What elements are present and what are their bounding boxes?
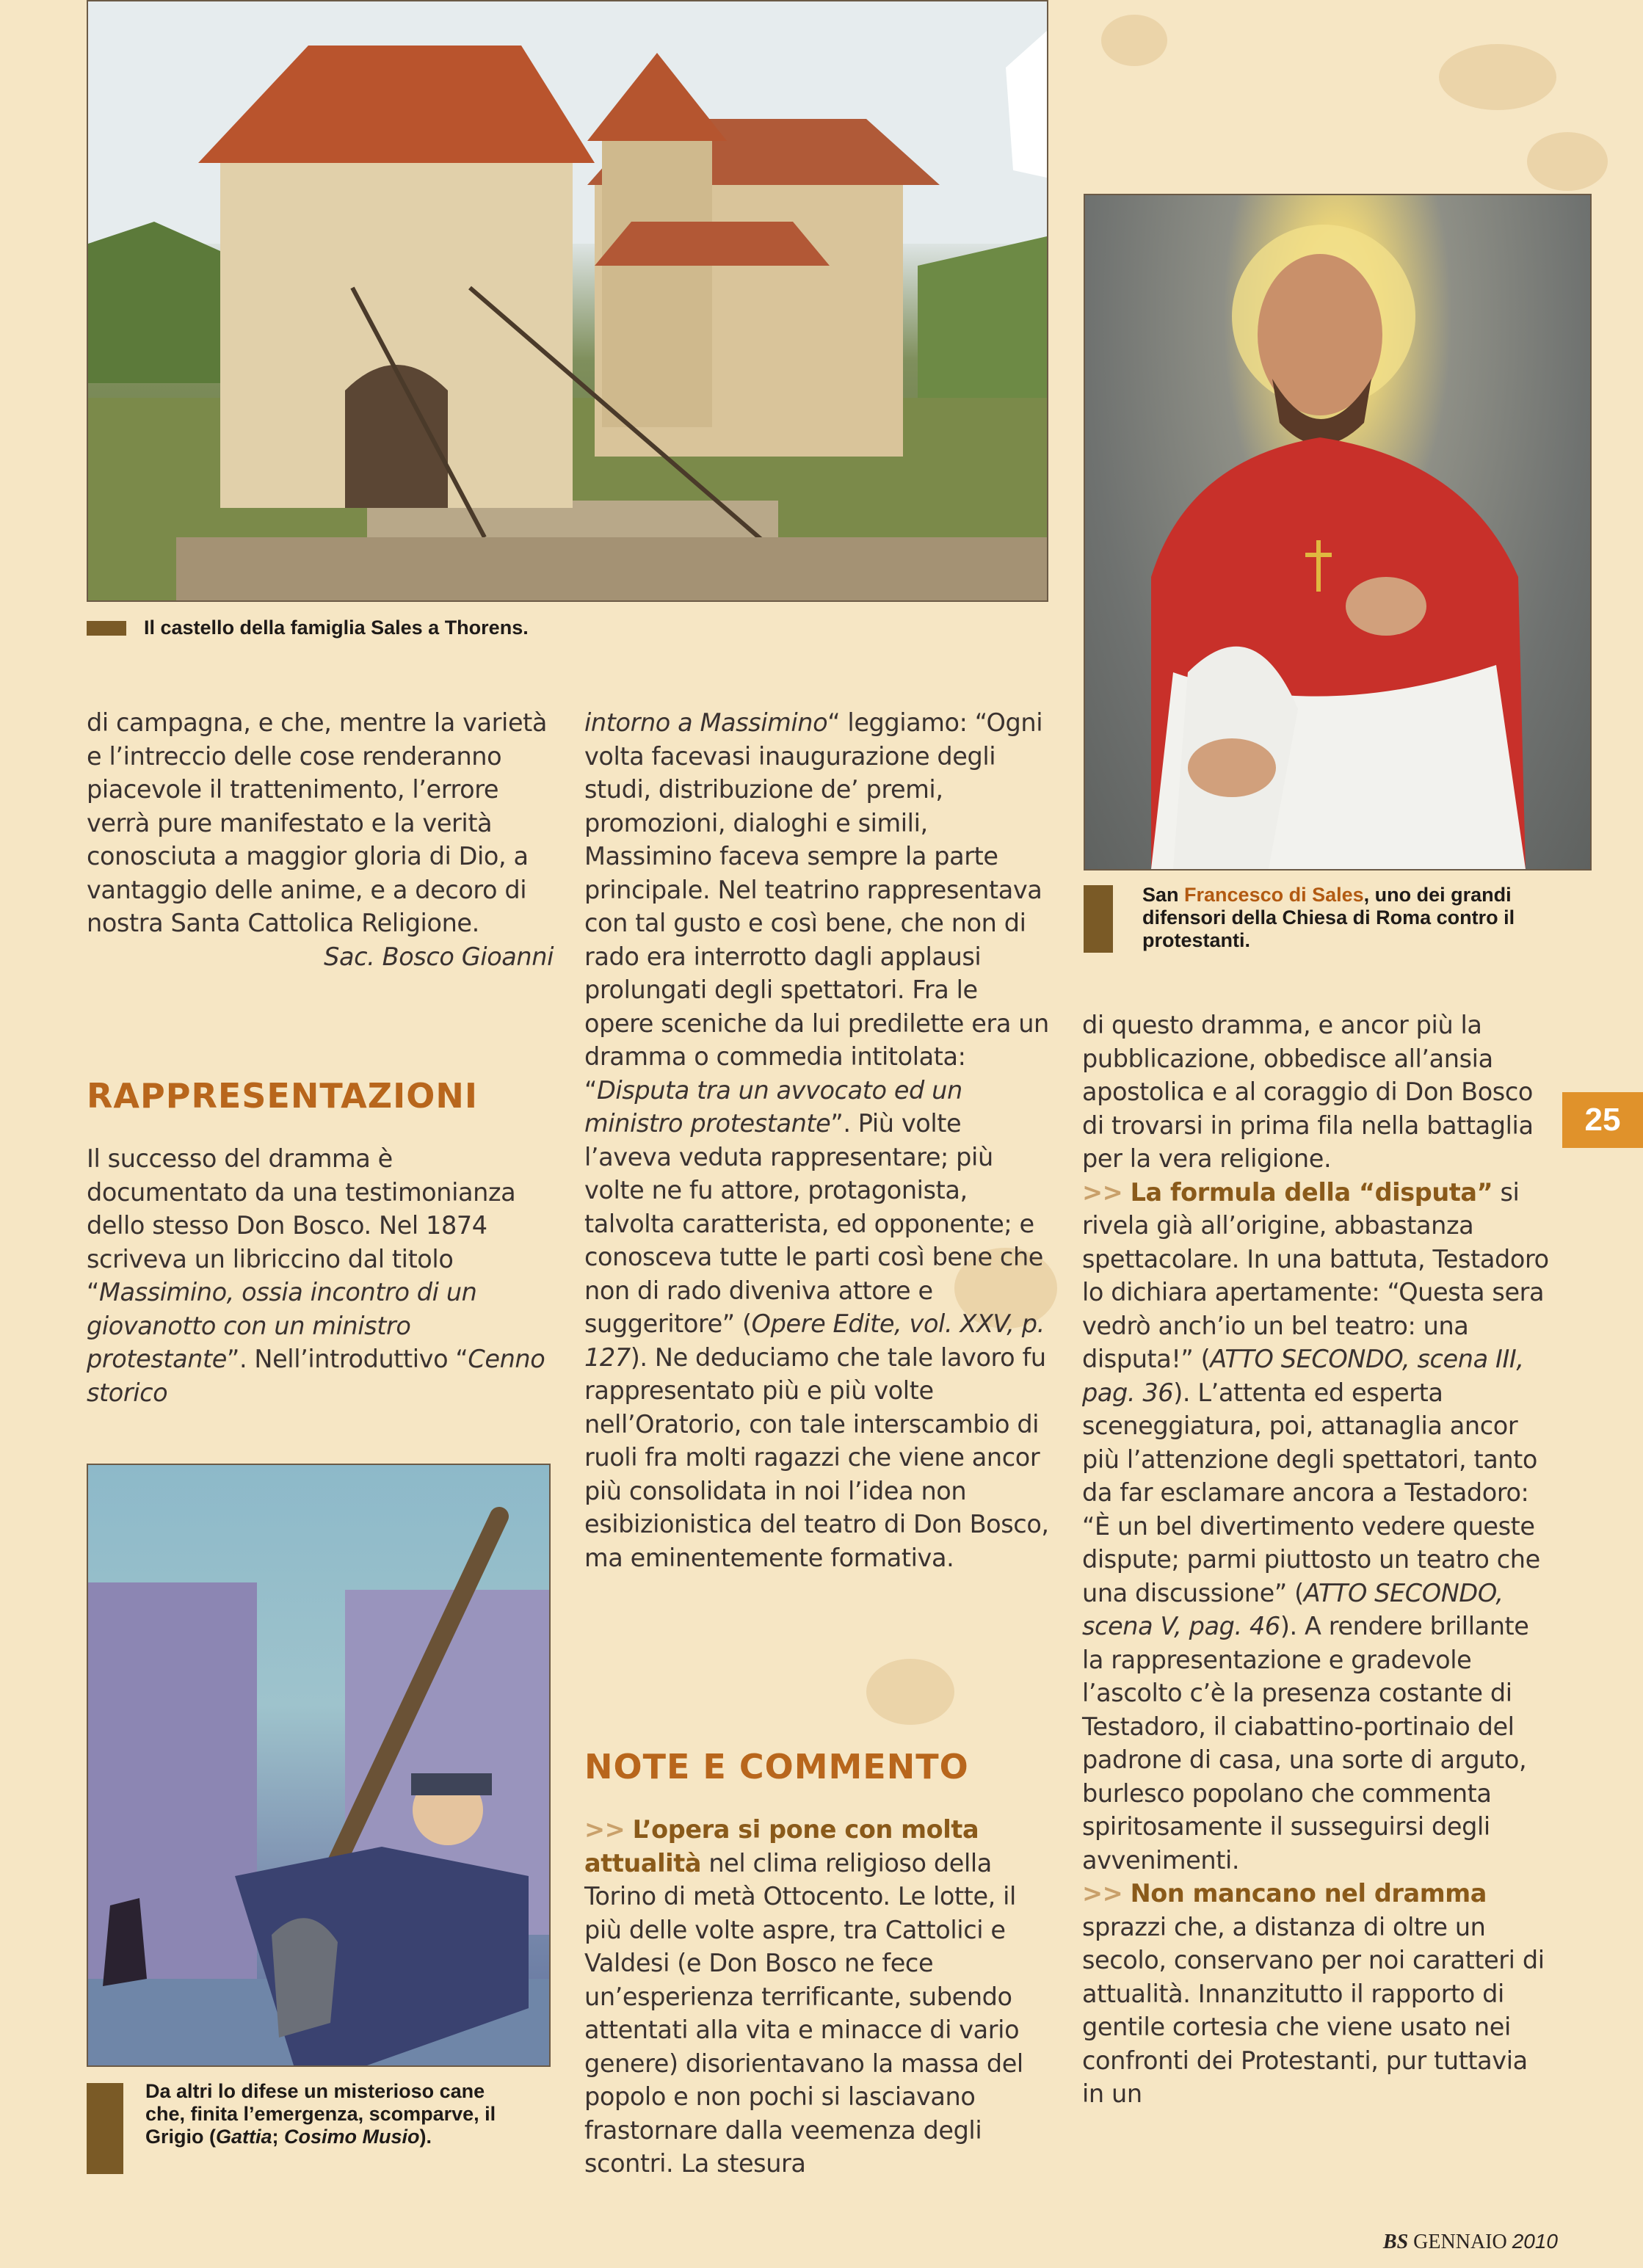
caption-text: San <box>1142 884 1185 906</box>
column-2-top <box>584 706 1051 1574</box>
saint-name: Francesco di Sales <box>1184 884 1364 906</box>
caption-marker <box>87 2083 123 2174</box>
arrow-icon: >> <box>1082 1879 1123 1908</box>
section-heading-note-e-commento: NOTE E COMMENTO <box>584 1747 969 1787</box>
caption-text: ; <box>272 2126 285 2148</box>
issue-year: 2010 <box>1512 2230 1558 2253</box>
caption-marker <box>87 621 126 636</box>
issue-month: GENNAIO <box>1413 2231 1507 2253</box>
text: sprazzi che, a distanza di oltre un secolo, conservano per noi caratteri di attualità. Innanzitutto il rapporto di gentile cortesia che viene usato nei confronti dei Protestanti, pur tuttavia in un <box>1082 1912 1545 2108</box>
magazine-name: BS <box>1382 2231 1409 2253</box>
caption-text: ). <box>419 2126 432 2148</box>
paper-stain <box>1527 132 1608 191</box>
caption-text: Da altri lo difese un misterioso cane che, finita l’emergenza, scomparve, il Grigio ( <box>145 2080 496 2148</box>
column-1-bottom <box>87 1142 554 1409</box>
paragraph <box>87 1142 554 1409</box>
text: ”. Nell’introduttivo “ <box>226 1345 468 1373</box>
castle-caption: Il castello della famiglia Sales a Thorens. <box>144 617 529 639</box>
reference: ATTO SECONDO, scena III, pag. 36 <box>1082 1345 1524 1407</box>
column-2-bottom <box>584 1813 1051 2181</box>
book-title: Cenno storico <box>87 1345 545 1407</box>
caption-marker <box>1084 885 1113 953</box>
paper-stain <box>866 1659 954 1725</box>
lead-in: La formula della “disputa” <box>1130 1177 1493 1207</box>
lead-in: L’opera si pone con molta attualità <box>584 1815 979 1878</box>
arrow-icon: >> <box>584 1815 625 1844</box>
caption-author: Gattia <box>216 2126 272 2148</box>
play-title: Disputa tra un avvocato ed un ministro protestante <box>584 1075 962 1138</box>
dog-caption <box>145 2080 527 2148</box>
reference: ATTO SECONDO, scena V, pag. 46 <box>1082 1578 1504 1640</box>
paragraph: di campagna, e che, mentre la varietà e l’intreccio delle cose renderanno piacevole il trattenimento, l’errore verrà pure manifestato e la verità conosciuta a maggior gloria di Dio, a vantaggio delle anime, e a decoro di nostra Santa Cattolica Religione. <box>87 708 548 937</box>
column-3 <box>1082 1008 1549 2111</box>
page-number: 25 <box>1562 1092 1643 1148</box>
caption-text: , uno dei grandi difensori della Chiesa di Roma contro il protestanti. <box>1142 884 1515 951</box>
text: ). A rendere brillante la rappresentazione e gradevole l’ascolto c’è la presenza costante di Testadoro, il ciabattino-portinaio del padrone di casa, una sorte di arguto, burlesco popolano che commenta spiritosamente il susseguirsi degli avvenimenti. <box>1082 1612 1529 1875</box>
text: si rivela già all’origine, abbastanza spettacolare. In una battuta, Testadoro lo dichiara apertamente: “Questa sera vedrò anch’io un bel teatro: una disputa!” ( <box>1082 1177 1549 1373</box>
paper-stain <box>1101 15 1167 66</box>
grigio-dog-illustration <box>87 1464 551 2067</box>
lead-in: Non mancano nel dramma <box>1130 1879 1487 1908</box>
arrow-icon: >> <box>1082 1177 1123 1207</box>
paragraph <box>1082 1176 1549 1878</box>
paragraph: di questo dramma, e ancor più la pubblicazione, obbedisce all’ansia apostolica e al coraggio di Don Bosco di trovarsi in prima fila nella battaglia per la vera religione. <box>1082 1011 1534 1173</box>
text: ). L’attenta ed esperta sceneggiatura, poi, attanaglia ancor più l’attenzione degli spettatori, tanto da far esclamare ancora a Testadoro: “È un bel divertimento vedere queste dispute; parmi piuttosto un teatro che una discussione” ( <box>1082 1378 1540 1607</box>
dog-painting <box>88 1465 549 2065</box>
saint-portrait <box>1084 194 1592 871</box>
text: “ leggiamo: “Ogni volta facevasi inaugurazione degli studi, distribuzione de’ premi, promozioni, dialoghi e simili, Massimino faceva sempre la parte principale. Nel teatrino rappresentava con tal gusto e così bene, che non di rado era interrotto dagli applausi prolungati degli spettatori. Fra le opere sceniche da lui predilette era un dramma o commedia intitolata: “ <box>584 708 1049 1105</box>
saint-caption <box>1142 884 1524 952</box>
column-1-top <box>87 706 554 973</box>
text: ). Ne deduciamo che tale lavoro fu rappresentato più e più volte nell’Oratorio, con tale interscambio di ruoli fra molti ragazzi che viene ancor più consolidata in noi l’idea non esibizionistica del teatro di Don Bosco, ma eminentemente formativa. <box>584 1342 1049 1572</box>
text: Il successo del dramma è documentato da una testimonianza dello stesso Don Bosco. Nel 1874 scriveva un libriccino dal titolo “ <box>87 1144 516 1306</box>
paragraph <box>1082 1877 1549 2111</box>
castle-illustration <box>88 1 1047 600</box>
footer <box>1383 2230 1558 2254</box>
paragraph <box>584 706 1051 1574</box>
paper-stain <box>1439 44 1556 110</box>
signature: Sac. Bosco Gioanni <box>324 942 554 971</box>
text: nel clima religioso della Torino di metà Ottocento. Le lotte, il più delle volte aspre, tra Cattolici e Valdesi (e Don Bosco ne fece un’esperienza terrificante, subendo attentati alla vita e minacce di vario genere) disorientavano la massa del popolo e non pochi si lasciavano frastornare dalla veemenza degli scontri. La stesura <box>584 1848 1023 2178</box>
book-title: intorno a Massimino <box>584 708 828 737</box>
text: ”. Più volte l’aveva veduta rappresentare; più volte ne fu attore, protagonista, talvolta caratterista, ed opponente; e conosceva tutte le parti così bene che non di rado diveniva attore e suggeritore” ( <box>584 1109 1043 1338</box>
caption-author: Cosimo Musio <box>284 2126 420 2148</box>
reference: Opere Edite, vol. XXV, p. 127 <box>584 1309 1045 1372</box>
castle-photo <box>87 0 1048 602</box>
saint-illustration <box>1085 195 1590 869</box>
paragraph <box>584 1813 1051 2181</box>
section-heading-rappresentazioni: RAPPRESENTAZIONI <box>87 1076 478 1116</box>
book-title: Massimino, ossia incontro di un giovanotto con un ministro protestante <box>87 1278 477 1373</box>
